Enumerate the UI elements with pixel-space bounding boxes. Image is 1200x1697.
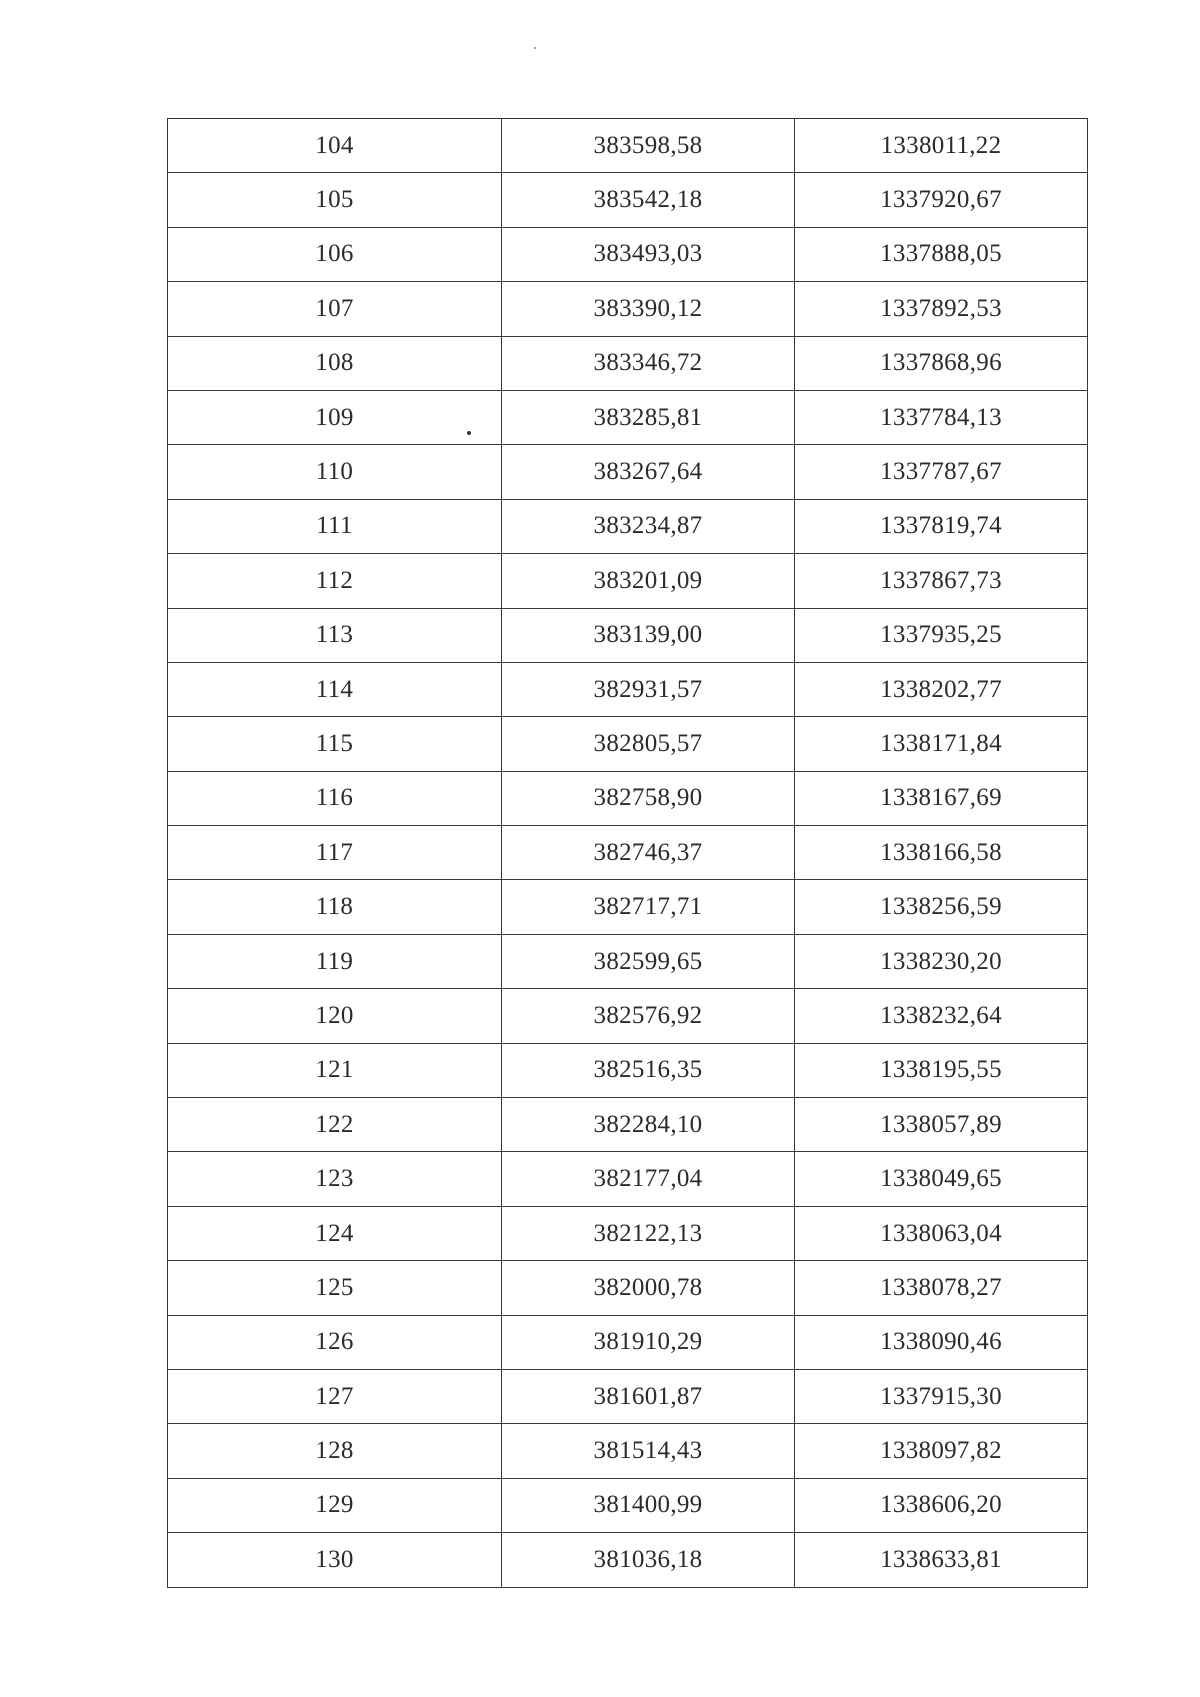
y-coordinate-cell: 1338256,59 — [795, 880, 1088, 934]
y-coordinate-cell: 1337867,73 — [795, 554, 1088, 608]
x-coordinate-cell: 382599,65 — [502, 934, 795, 988]
x-coordinate-cell: 383267,64 — [502, 445, 795, 499]
point-number-cell: 129 — [168, 1478, 502, 1532]
x-coordinate-cell: 382122,13 — [502, 1206, 795, 1260]
table-row — [168, 499, 1088, 553]
point-number-cell: 104 — [168, 119, 502, 173]
x-coordinate-cell: 383598,58 — [502, 119, 795, 173]
table-row — [168, 608, 1088, 662]
point-number-cell: 120 — [168, 989, 502, 1043]
x-coordinate-cell: 382805,57 — [502, 717, 795, 771]
coordinates-table-body — [168, 119, 1088, 1588]
x-coordinate-cell: 382758,90 — [502, 771, 795, 825]
point-number-cell: 117 — [168, 826, 502, 880]
table-row — [168, 336, 1088, 390]
table-row — [168, 227, 1088, 281]
point-number-cell: 116 — [168, 771, 502, 825]
x-coordinate-cell: 382000,78 — [502, 1261, 795, 1315]
y-coordinate-cell: 1338011,22 — [795, 119, 1088, 173]
x-coordinate-cell: 383201,09 — [502, 554, 795, 608]
y-coordinate-cell: 1337819,74 — [795, 499, 1088, 553]
x-coordinate-cell: 383493,03 — [502, 227, 795, 281]
table-row — [168, 445, 1088, 499]
x-coordinate-cell: 381036,18 — [502, 1533, 795, 1587]
point-number-cell: 111 — [168, 499, 502, 553]
y-coordinate-cell: 1338171,84 — [795, 717, 1088, 771]
y-coordinate-cell: 1338167,69 — [795, 771, 1088, 825]
y-coordinate-cell: 1338166,58 — [795, 826, 1088, 880]
table-row — [168, 1424, 1088, 1478]
x-coordinate-cell: 382284,10 — [502, 1098, 795, 1152]
point-number-cell: 107 — [168, 282, 502, 336]
x-coordinate-cell: 383139,00 — [502, 608, 795, 662]
y-coordinate-cell: 1338232,64 — [795, 989, 1088, 1043]
x-coordinate-cell: 382576,92 — [502, 989, 795, 1043]
point-number-cell: 113 — [168, 608, 502, 662]
point-number-cell: 124 — [168, 1206, 502, 1260]
table-row — [168, 1369, 1088, 1423]
point-number-cell: 118 — [168, 880, 502, 934]
point-number-cell: 114 — [168, 662, 502, 716]
coordinates-table — [167, 118, 1088, 1588]
table-row — [168, 1315, 1088, 1369]
table-row — [168, 1098, 1088, 1152]
point-number-cell: 119 — [168, 934, 502, 988]
x-coordinate-cell: 381601,87 — [502, 1369, 795, 1423]
y-coordinate-cell: 1337920,67 — [795, 173, 1088, 227]
y-coordinate-cell: 1338057,89 — [795, 1098, 1088, 1152]
x-coordinate-cell: 382746,37 — [502, 826, 795, 880]
y-coordinate-cell: 1338202,77 — [795, 662, 1088, 716]
x-coordinate-cell: 381400,99 — [502, 1478, 795, 1532]
y-coordinate-cell: 1338633,81 — [795, 1533, 1088, 1587]
y-coordinate-cell: 1337787,67 — [795, 445, 1088, 499]
point-number-cell: 115 — [168, 717, 502, 771]
y-coordinate-cell: 1337915,30 — [795, 1369, 1088, 1423]
table-row — [168, 662, 1088, 716]
x-coordinate-cell: 383390,12 — [502, 282, 795, 336]
x-coordinate-cell: 381514,43 — [502, 1424, 795, 1478]
x-coordinate-cell: 382516,35 — [502, 1043, 795, 1097]
point-number-cell: 110 — [168, 445, 502, 499]
scan-speck — [534, 47, 536, 49]
point-number-cell: 121 — [168, 1043, 502, 1097]
y-coordinate-cell: 1337888,05 — [795, 227, 1088, 281]
y-coordinate-cell: 1337935,25 — [795, 608, 1088, 662]
x-coordinate-cell: 382177,04 — [502, 1152, 795, 1206]
point-number-cell: 127 — [168, 1369, 502, 1423]
table-row — [168, 1533, 1088, 1587]
point-number-cell: 128 — [168, 1424, 502, 1478]
y-coordinate-cell: 1338230,20 — [795, 934, 1088, 988]
point-number-cell: 108 — [168, 336, 502, 390]
point-number-cell: 130 — [168, 1533, 502, 1587]
y-coordinate-cell: 1338049,65 — [795, 1152, 1088, 1206]
table-row — [168, 1261, 1088, 1315]
point-number-cell: 109 — [168, 390, 502, 444]
table-row — [168, 880, 1088, 934]
x-coordinate-cell: 383285,81 — [502, 390, 795, 444]
table-row — [168, 1043, 1088, 1097]
table-row — [168, 119, 1088, 173]
y-coordinate-cell: 1338606,20 — [795, 1478, 1088, 1532]
y-coordinate-cell: 1338195,55 — [795, 1043, 1088, 1097]
x-coordinate-cell: 381910,29 — [502, 1315, 795, 1369]
table-row — [168, 717, 1088, 771]
x-coordinate-cell: 383346,72 — [502, 336, 795, 390]
y-coordinate-cell: 1338090,46 — [795, 1315, 1088, 1369]
y-coordinate-cell: 1337784,13 — [795, 390, 1088, 444]
x-coordinate-cell: 383234,87 — [502, 499, 795, 553]
x-coordinate-cell: 382931,57 — [502, 662, 795, 716]
table-row — [168, 989, 1088, 1043]
x-coordinate-cell: 383542,18 — [502, 173, 795, 227]
table-row — [168, 934, 1088, 988]
x-coordinate-cell: 382717,71 — [502, 880, 795, 934]
y-coordinate-cell: 1338078,27 — [795, 1261, 1088, 1315]
point-number-cell: 125 — [168, 1261, 502, 1315]
y-coordinate-cell: 1338063,04 — [795, 1206, 1088, 1260]
table-row — [168, 1206, 1088, 1260]
point-number-cell: 122 — [168, 1098, 502, 1152]
table-row — [168, 173, 1088, 227]
y-coordinate-cell: 1337868,96 — [795, 336, 1088, 390]
table-row — [168, 826, 1088, 880]
table-row — [168, 554, 1088, 608]
point-number-cell: 112 — [168, 554, 502, 608]
point-number-cell: 105 — [168, 173, 502, 227]
table-row — [168, 1152, 1088, 1206]
point-number-cell: 126 — [168, 1315, 502, 1369]
point-number-cell: 123 — [168, 1152, 502, 1206]
table-row — [168, 282, 1088, 336]
table-row — [168, 390, 1088, 444]
point-number-cell: 106 — [168, 227, 502, 281]
y-coordinate-cell: 1338097,82 — [795, 1424, 1088, 1478]
y-coordinate-cell: 1337892,53 — [795, 282, 1088, 336]
table-row — [168, 1478, 1088, 1532]
table-row — [168, 771, 1088, 825]
